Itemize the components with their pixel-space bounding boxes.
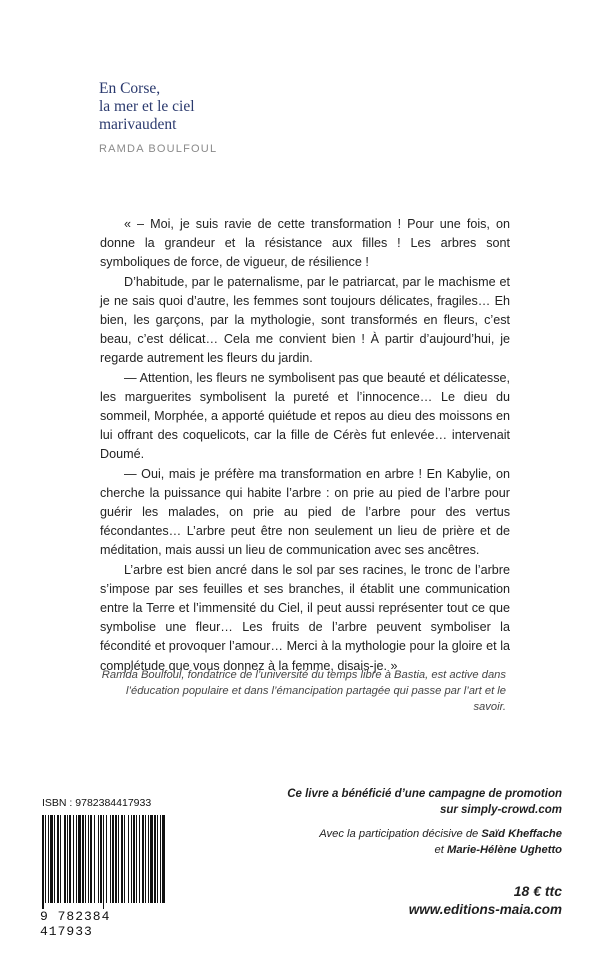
paragraph: D’habitude, par le paternalisme, par le patriarcat, par le machisme et je ne sais quoi d’autre, les femmes sont toujours délicates, fragiles… Eh bien, les garçons, par la mythologie, sont transformés en fleurs, c’est beau, c’est délicat… Cela me convient bien ! À partir d’aujourd’hui, je regarde autrement les fleurs du jardin.	[100, 274, 510, 366]
paragraph: « – Moi, je suis ravie de cette transformation ! Pour une fois, on donne la grandeur et la résistance aux filles ! Les arbres sont symboliques de force, de vigueur, de résilience !	[100, 217, 510, 270]
author-name: RAMDA BOULFOUL	[99, 143, 218, 155]
participation-connector: et	[434, 844, 447, 856]
price: 18 € ttc	[513, 883, 562, 899]
paragraph: L’arbre est bien ancré dans le sol par ses racines, le tronc de l’arbre s’impose par ses feuilles et ses branches, il établit une communication entre la Terre et l’immensité du Ciel, il peut aussi représenter tout ce que symbolise une fleur… Les fruits de l’arbre peuvent symboliser la fécondité et provoquer l’amour… Merci à la mythologie pour la gloire et la complétude que vous donnez à la femme, disais-je. »	[100, 562, 510, 673]
author-bio: Ramda Boulfoul, fondatrice de l’université du temps libre à Bastia, est active dans l’éducation populaire et dans l’émancipation partagée qui passe par l’art et le savoir.	[101, 669, 506, 713]
barcode-block	[40, 797, 170, 939]
title-line: marivaudent	[99, 116, 177, 133]
excerpt-text	[100, 215, 510, 676]
title-line: En Corse,	[99, 80, 161, 97]
barcode-icon	[42, 815, 168, 909]
campaign-note	[262, 786, 562, 818]
publisher-website: www.editions-maia.com	[408, 902, 562, 917]
contributor-name: Saïd Kheffache	[481, 828, 562, 840]
participation-note	[262, 826, 562, 858]
contributor-name: Marie-Hélène Ughetto	[447, 844, 562, 856]
paragraph: — Attention, les fleurs ne symbolisent pas que beauté et délicatesse, les marguerites symbolisent la pureté et l’innocence… Le dieu du sommeil, Morphée, a apporté quiétude et repos au dieu des moissons en lui offrant des coquelicots, car la fille de Cérès fut enlevée… intervenait Doumé.	[100, 370, 510, 462]
campaign-line: sur simply-crowd.com	[439, 804, 562, 816]
barcode-number: 9 782384 417933	[40, 909, 111, 939]
book-title	[99, 80, 195, 134]
campaign-line: Ce livre a bénéficié d’une campagne de promotion	[287, 788, 562, 800]
title-line: la mer et le ciel	[99, 98, 195, 115]
paragraph: — Oui, mais je préfère ma transformation en arbre ! En Kabylie, on cherche la puissance qui habite l’arbre : on prie au pied de l’arbre pour guérir les malades, on prie au pied de l’arbre pour des vertus fécondantes… L’arbre peut être non seulement un lieu de prière et de méditation, mais aussi un lieu de communication avec ses ancêtres.	[100, 466, 510, 558]
isbn-label: ISBN : 9782384417933	[42, 797, 152, 809]
participation-prefix: Avec la participation décisive de	[319, 828, 482, 840]
